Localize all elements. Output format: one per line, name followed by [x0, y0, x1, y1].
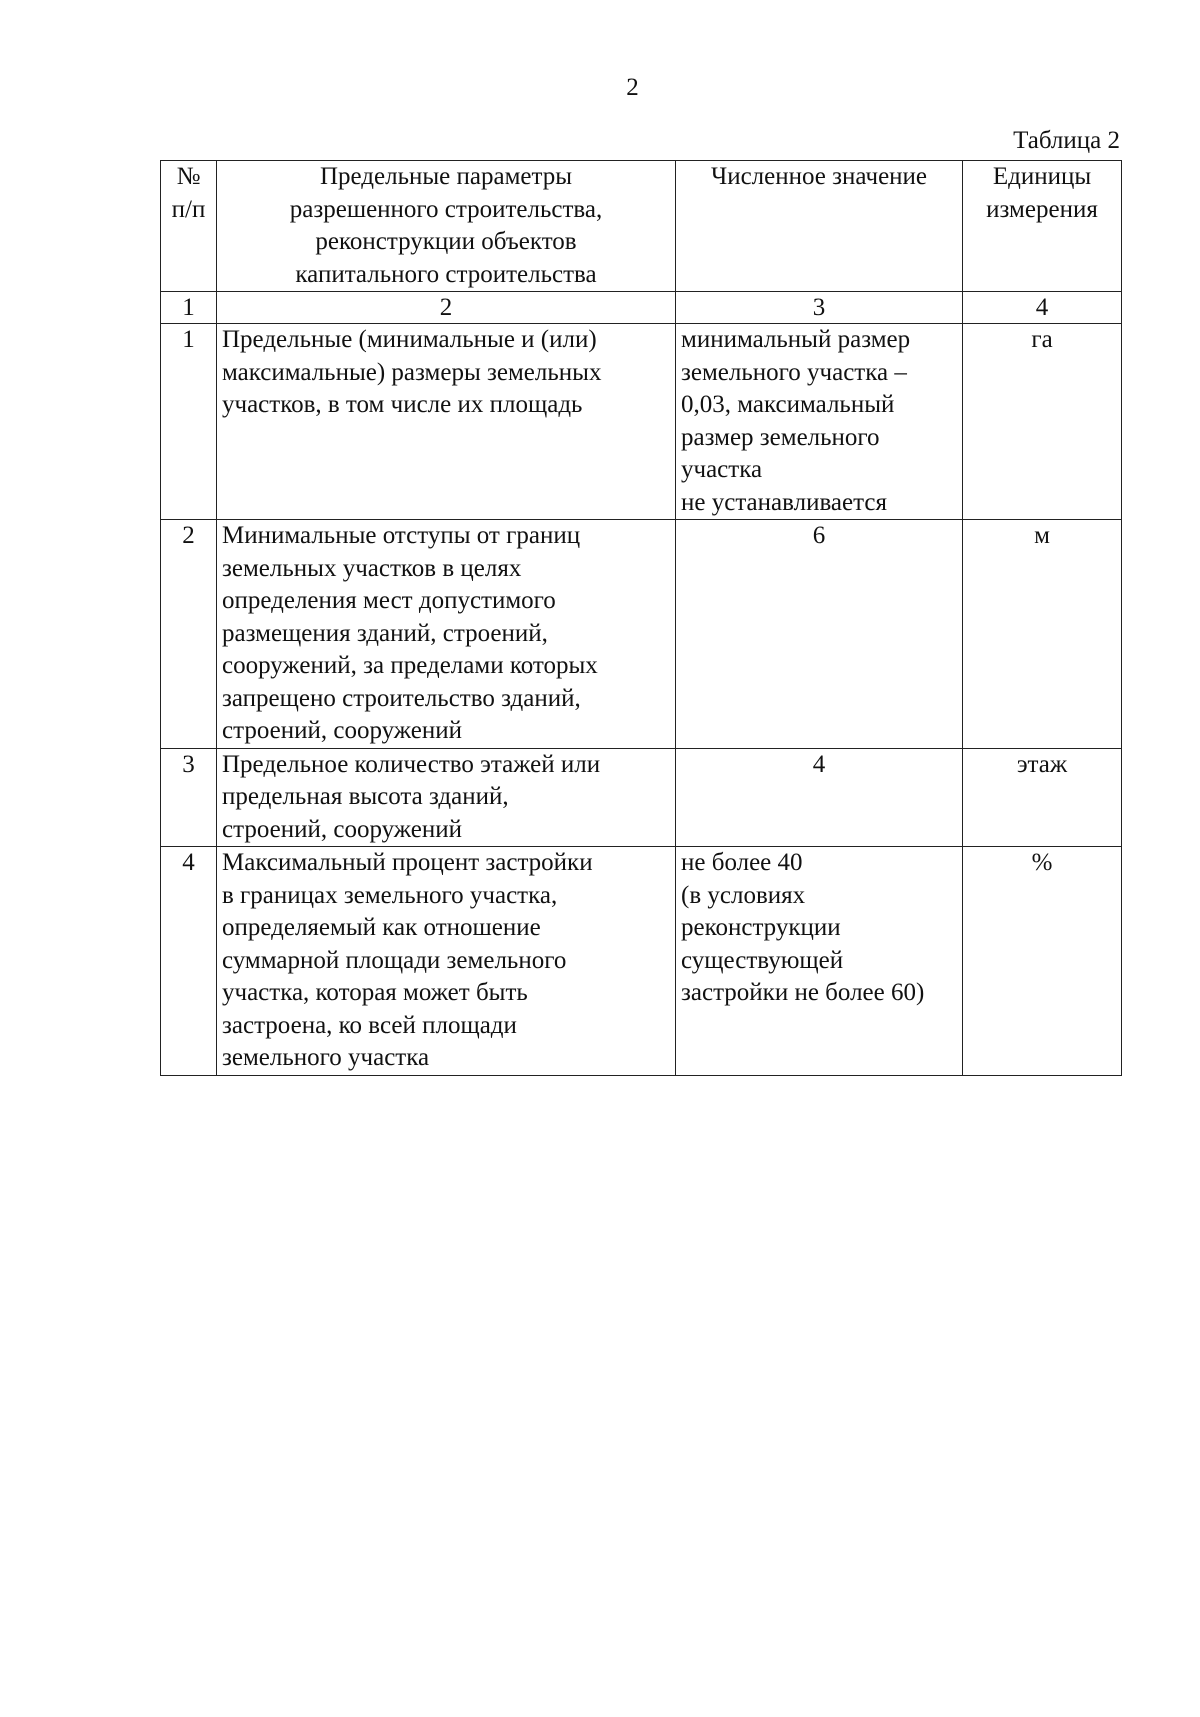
parameters-table [160, 160, 1122, 1076]
row-unit: % [963, 847, 1122, 1076]
page-number: 2 [626, 74, 639, 101]
column-number: 1 [161, 292, 217, 324]
header-value: Численное значение [676, 161, 963, 292]
row-number: 4 [161, 847, 217, 1076]
table-row [161, 847, 1122, 1076]
table-row [161, 748, 1122, 847]
row-value: минимальный размер земельного участка – 0,03, максимальный размер земельного участка не устанавливается [676, 324, 963, 520]
row-value: 4 [676, 748, 963, 847]
header-parameters: Предельные параметры разрешенного строительства, реконструкции объектов капитального строительства [217, 161, 676, 292]
row-parameter: Предельные (минимальные и (или) максимальные) размеры земельных участков, в том числе их площадь [217, 324, 676, 520]
column-number-row [161, 292, 1122, 324]
row-number: 2 [161, 520, 217, 749]
column-number: 2 [217, 292, 676, 324]
row-unit: м [963, 520, 1122, 749]
row-unit: этаж [963, 748, 1122, 847]
row-number: 1 [161, 324, 217, 520]
row-parameter: Минимальные отступы от границ земельных участков в целях определения мест допустимого размещения зданий, строений, сооружений, за пределами которых запрещено строительство зданий, строений, сооружений [217, 520, 676, 749]
row-value: не более 40 (в условиях реконструкции существующей застройки не более 60) [676, 847, 963, 1076]
row-unit: га [963, 324, 1122, 520]
row-parameter: Предельное количество этажей или предельная высота зданий, строений, сооружений [217, 748, 676, 847]
header-unit: Единицы измерения [963, 161, 1122, 292]
row-parameter: Максимальный процент застройки в границах земельного участка, определяемый как отношение суммарной площади земельного участка, которая может быть застроена, ко всей площади земельного участка [217, 847, 676, 1076]
table-row [161, 324, 1122, 520]
row-value: 6 [676, 520, 963, 749]
header-number: № п/п [161, 161, 217, 292]
table-header-row [161, 161, 1122, 292]
table-row [161, 520, 1122, 749]
table-caption: Таблица 2 [1013, 127, 1120, 154]
column-number: 3 [676, 292, 963, 324]
row-number: 3 [161, 748, 217, 847]
column-number: 4 [963, 292, 1122, 324]
